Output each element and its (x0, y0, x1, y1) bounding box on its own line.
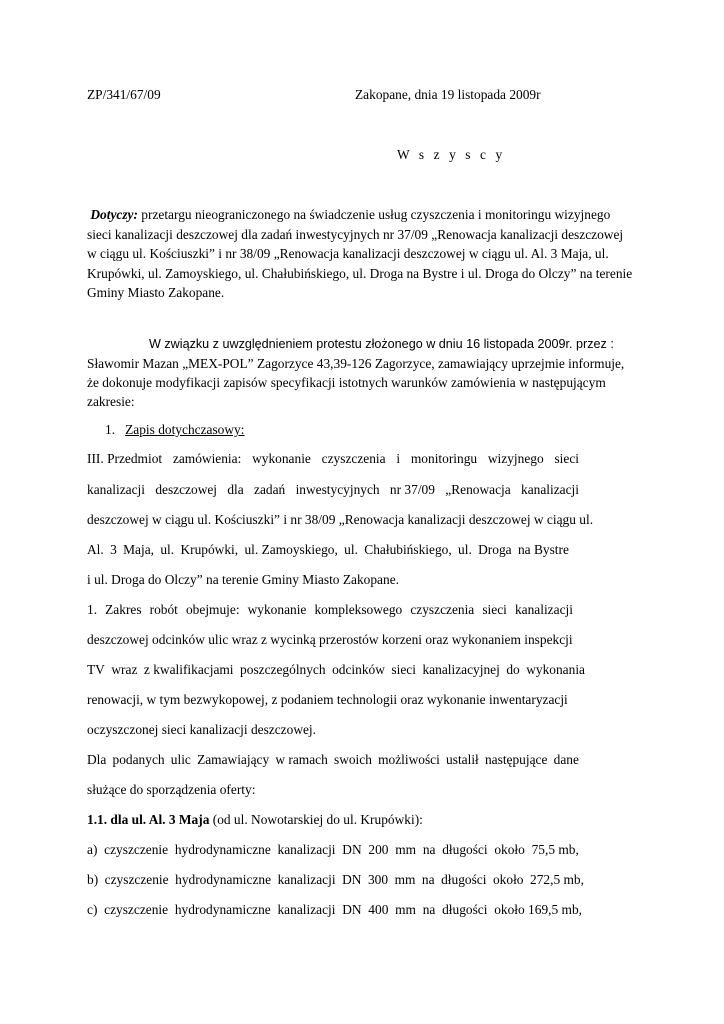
word: mm (394, 872, 416, 887)
word: do (506, 662, 520, 677)
word: DN (342, 902, 362, 917)
scope-line (87, 661, 585, 679)
word: Maja, (123, 542, 155, 557)
word: kanalizacji (514, 602, 573, 617)
word: DN (342, 842, 362, 857)
word: ul. (160, 542, 175, 557)
word: 400 (368, 902, 389, 917)
word: ustalił (446, 752, 479, 767)
list-number: 1. (105, 422, 116, 437)
word: kanalizacji (87, 482, 145, 497)
word: 272,5 mb, (530, 872, 584, 887)
word: Al. (87, 542, 104, 557)
word: Chałubińskiego, (364, 542, 452, 557)
word: na Bystre (517, 542, 569, 557)
item-line (87, 871, 584, 889)
word: długości (442, 842, 488, 857)
word: 75,5 mb, (531, 842, 579, 857)
word: ul. Zamoyskiego, (244, 542, 338, 557)
subject-line: Dotyczy: przetargu nieograniczonego na świadczenie usług czyszczenia i monitoringu wizyjnego (90, 207, 611, 222)
word: robót (149, 602, 178, 617)
word: podanych (112, 752, 165, 767)
item-line (87, 901, 582, 919)
word: inwestycyjnych (295, 482, 380, 497)
word: swoich (333, 752, 372, 767)
word: Zakres (105, 602, 142, 617)
word: wizyjnego (487, 451, 544, 466)
word: około (494, 842, 525, 857)
word: III. Przedmiot (87, 451, 163, 466)
word: kompleksowego (314, 602, 403, 617)
word: odcinków (332, 662, 385, 677)
section3-line (87, 541, 569, 559)
word: sieci (554, 451, 579, 466)
word: na (421, 872, 435, 887)
word: 200 (368, 842, 389, 857)
word: zadań (254, 482, 286, 497)
word: długości (441, 872, 487, 887)
item-line (87, 841, 579, 859)
word: czyszczenie (104, 902, 169, 917)
reference-number: ZP/341/67/09 (87, 87, 161, 102)
word: kanalizacji (277, 842, 336, 857)
word: czyszczenia (321, 451, 386, 466)
word: możliwości (378, 752, 440, 767)
word: TV (87, 662, 105, 677)
word: około 169,5 mb, (494, 902, 582, 917)
word: dla (227, 482, 244, 497)
word: wykonania (526, 662, 585, 677)
word: zamówienia: (172, 451, 242, 466)
word: sieci (482, 602, 507, 617)
word: „Renowacja (445, 482, 511, 497)
word: 1. (87, 602, 98, 617)
word: Dla (87, 752, 107, 767)
word: poszczególnych (240, 662, 326, 677)
word: deszczowej (155, 482, 218, 497)
word: ulic (170, 752, 191, 767)
word: 300 (367, 872, 389, 887)
word: następujące (484, 752, 548, 767)
data-intro-line (87, 751, 579, 769)
scope-line: deszczowej odcinków ulic wraz z wycinką przerostów korzeni oraz wykonaniem inspekcji (87, 632, 573, 647)
list-item-1 (105, 421, 244, 439)
word: kanalizacyjnej (422, 662, 500, 677)
word: kanalizacji (277, 872, 336, 887)
word: ul. (344, 542, 358, 557)
word: mm (395, 902, 416, 917)
word: i (396, 451, 401, 466)
word: obejmuje: (185, 602, 240, 617)
word: ul. (458, 542, 472, 557)
word: czyszczenie (104, 872, 169, 887)
word: sieci (391, 662, 416, 677)
word: hydrodynamiczne (175, 872, 272, 887)
word: monitoringu (410, 451, 478, 466)
word: dane (553, 752, 579, 767)
section3-line (87, 450, 579, 468)
word: c) (87, 902, 98, 917)
word: hydrodynamiczne (174, 842, 271, 857)
section3-line: deszczowej w ciągu ul. Kościuszki” i nr 38/09 „Renowacja kanalizacji deszczowej w ciągu ul. (87, 512, 594, 527)
subject-line: w ciągu ul. Kościuszki” i nr 38/09 „Renowacja kanalizacji deszczowej w ciągu ul. Al. 3 Maja, ul. (87, 246, 609, 262)
data-intro-line: służące do sporządzenia oferty: (87, 782, 256, 797)
intro-line (87, 334, 667, 354)
word: czyszczenie (104, 842, 169, 857)
intro-line: że dokonuje modyfikacji zapisów specyfikacji istotnych warunków zamówienia w następującym (87, 375, 606, 390)
section3-line: i ul. Droga do Olczy” na terenie Gminy Miasto Zakopane. (87, 572, 399, 587)
subject-label: Dotyczy: (90, 207, 138, 222)
word: nr 37/09 (389, 482, 435, 497)
word: b) (87, 872, 99, 887)
word: Zamawiający (197, 752, 270, 767)
word: DN (342, 872, 362, 887)
word: hydrodynamiczne (174, 902, 271, 917)
word: wraz (111, 662, 138, 677)
word: w ramach (275, 752, 328, 767)
word: kanalizacji (277, 902, 336, 917)
subject-line: Gminy Miasto Zakopane. (87, 285, 225, 301)
list-heading: Zapis dotychczasowy: (125, 422, 245, 437)
addressee: W s z y s c y (397, 147, 506, 162)
place-date: Zakopane, dnia 19 listopada 2009r (355, 87, 541, 102)
word: wykonanie (247, 602, 307, 617)
word: kanalizacji (521, 482, 579, 497)
word: około (492, 872, 524, 887)
word: mm (395, 842, 417, 857)
word: wykonanie (252, 451, 311, 466)
word: Krupówki, (180, 542, 239, 557)
street-heading-bold: 1.1. dla ul. Al. 3 Maja (87, 812, 210, 827)
word: a) (87, 842, 98, 857)
subject-line: Krupówki, ul. Zamoyskiego, ul. Chałubińskiego, ul. Droga na Bystre i ul. Droga do Olczy” na terenie (87, 265, 633, 281)
section3-line (87, 481, 579, 499)
intro-line: Sławomir Mazan „MEX-POL” Zagorzyce 43,39-126 Zagorzyce, zamawiający uprzejmie informuje, (87, 356, 625, 371)
intro-line: zakresie: (87, 394, 135, 409)
scope-line: oczyszczonej sieci kanalizacji deszczowej. (87, 722, 317, 737)
word: na (422, 902, 436, 917)
word: długości (442, 902, 488, 917)
word: z kwalifikacjami (143, 662, 234, 677)
intro-paragraph (87, 334, 667, 411)
intro-lead: W związku z uwzględnieniem protestu złożonego w dniu 16 listopada 2009r. przez : (149, 337, 614, 351)
word: czyszczenia (410, 602, 475, 617)
street-heading: 1.1. dla ul. Al. 3 Maja (od ul. Nowotarskiej do ul. Krupówki): (87, 812, 423, 827)
scope-line: renowacji, w tym bezwykopowej, z podaniem technologii oraz wykonanie inwentaryzacji (87, 692, 568, 707)
scope-line (87, 601, 573, 619)
word: na (422, 842, 436, 857)
word: 3 (110, 542, 117, 557)
subject-line: sieci kanalizacji deszczowej dla zadań inwestycyjnych nr 37/09 „Renowacja kanalizacji deszczowej (87, 226, 624, 242)
word: Droga (478, 542, 512, 557)
subject-paragraph (87, 205, 677, 303)
